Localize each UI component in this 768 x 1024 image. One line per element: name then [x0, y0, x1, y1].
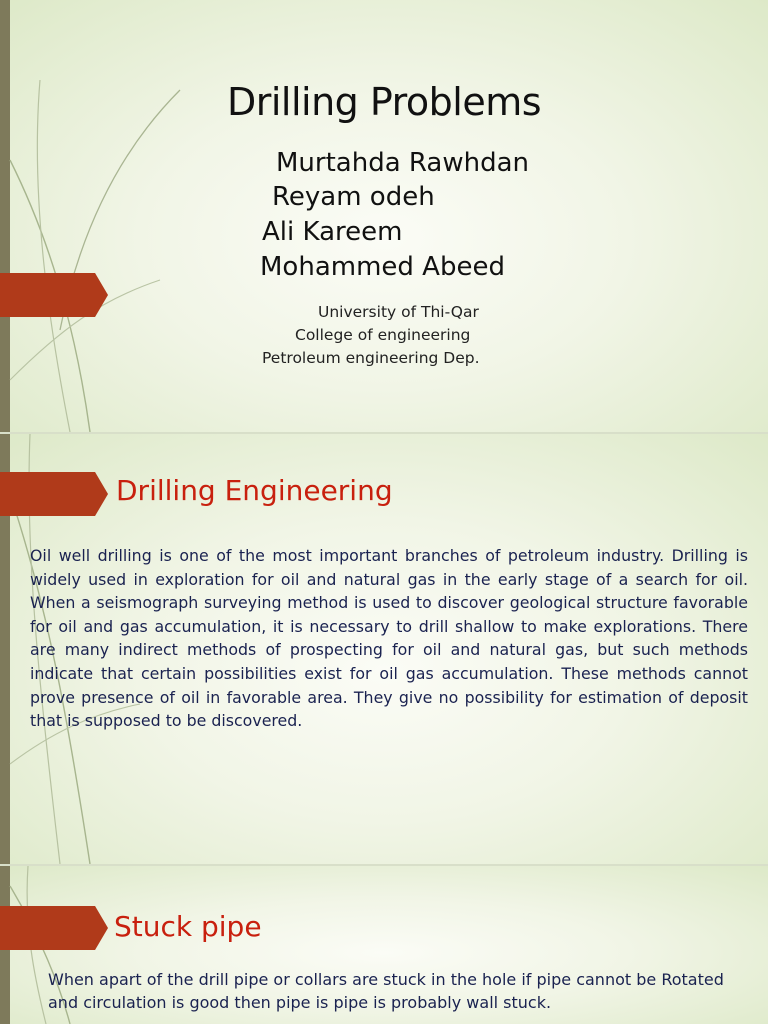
presentation-title: Drilling Problems [226, 80, 542, 124]
body-paragraph: Oil well drilling is one of the most important branches of petroleum industry. Drilling is widely used in exploration for oil and natural gas in the early stage of a search for oil. When a seismograph surveying method is used to discover geological structure favorable for oil and gas accumulation, it is necessary to drill shallow to make explorations. There are many indirect methods of prospecting for oil and natural gas, but such methods indicate that certain possibilities exist for oil gas accumulation. These methods cannot prove presence of oil in favorable area. They give no possibility for estimation of deposit that is supposed to be discovered. [30, 546, 748, 731]
decorative-curves [0, 0, 200, 432]
accent-arrow [0, 273, 108, 317]
accent-arrow [0, 906, 108, 950]
accent-arrow [0, 472, 108, 516]
author-name: Murtahda Rawhdan [276, 148, 529, 178]
stuck-pipe-slide [0, 866, 768, 1024]
author-name: Reyam odeh [272, 182, 435, 212]
section-heading: Drilling Engineering [116, 474, 393, 507]
section-heading: Stuck pipe [114, 910, 262, 943]
college-name: College of engineering [295, 326, 471, 344]
author-name: Mohammed Abeed [260, 252, 505, 282]
author-name: Ali Kareem [262, 217, 403, 247]
department-name: Petroleum engineering Dep. [262, 349, 480, 367]
university-name: University of Thi-Qar [318, 303, 479, 321]
body-paragraph: When apart of the drill pipe or collars are stuck in the hole if pipe cannot be Rotated and circulation is good then pipe is pipe is probably wall stuck. [48, 970, 724, 1012]
drilling-engineering-slide [0, 434, 768, 864]
title-slide [0, 0, 768, 432]
